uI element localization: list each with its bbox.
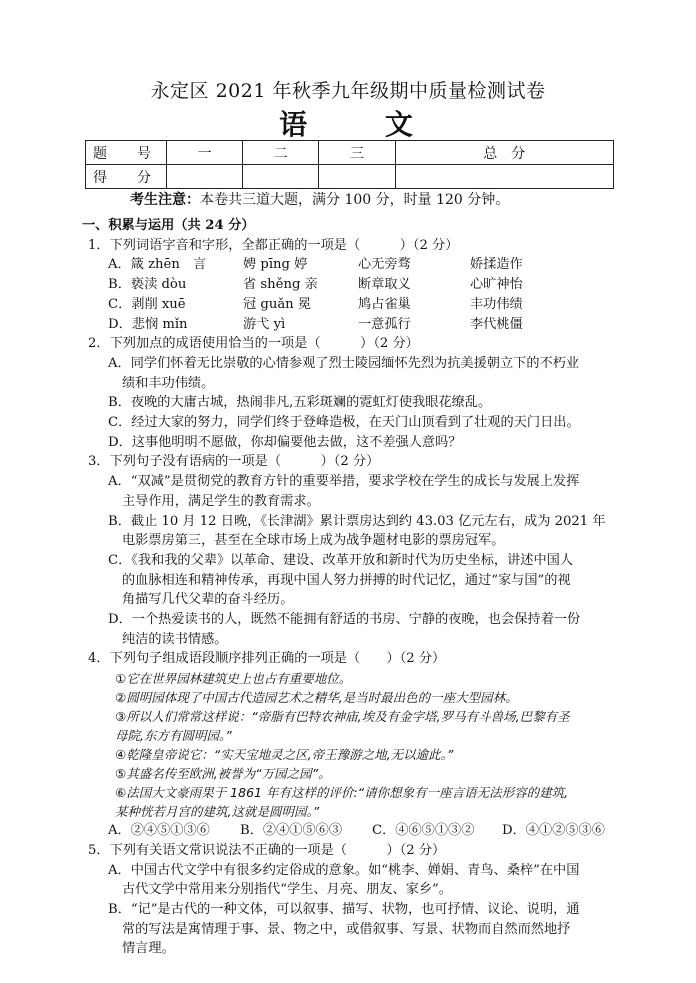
option-line: A．同学们怀着无比崇敬的心情参观了烈士陵园缅怀先烈为抗美援朝立下的不朽业	[108, 355, 580, 371]
option-line: B．夜晚的大庸古城，热闹非凡,五彩斑斓的霓虹灯使我眼花缭乱。	[108, 395, 492, 411]
option-cell: 丰功伟绩	[470, 296, 523, 312]
option-line: 常的写法是寓情理于事、景、物之中，或借叙事、写景、状物而自然而然地抒	[122, 921, 571, 937]
option-cell: 心无旁骛	[358, 257, 411, 273]
score-table-header-row	[86, 141, 614, 165]
option-cell: D．悲悯 mǐn	[108, 316, 188, 332]
option-cell: 心旷神怡	[470, 277, 523, 293]
notice-text: 本卷共三道大题，满分 100 分，时量 120 分钟。	[200, 192, 510, 208]
option-line: A．中国古代文学中有很多约定俗成的意象。如“桃李、婵娟、青鸟、桑梓”在中国	[108, 862, 580, 878]
option-line: 绩和丰功伟绩。	[122, 375, 215, 391]
option-cell: 娇揉造作	[470, 257, 523, 273]
option-line: D．这事他明明不愿做，你却偏要他去做，这不差强人意吗？	[108, 434, 462, 450]
option-cell: 冠 guǎn 冕	[243, 296, 312, 312]
question-stem: 3．下列句子没有语病的一项是（ ）（2 分）	[88, 454, 380, 470]
question-stem: 4．下列句子组成语段顺序排列正确的一项是（ ）（2 分）	[88, 651, 446, 667]
subject-title: 语 文	[279, 108, 447, 141]
option-line: 纯洁的读书情感。	[122, 631, 228, 647]
option-line: C．《我和我的父辈》以革命、建设、改革开放和新时代为历史坐标，讲述中国人	[108, 552, 574, 568]
score-table-cell	[319, 165, 395, 189]
option-cell: 一意孤行	[358, 316, 411, 332]
score-table-cell	[243, 165, 319, 189]
sentence-line: ⑥法国大文豪雨果于 1861 年有这样的评价:“请你想象有一座言语无法形容的建筑,	[115, 785, 569, 801]
option-cell: B．②④①⑤⑥③	[240, 823, 343, 839]
option-line: B．截止 10 月 12 日晚，《长津湖》累计票房达到约 43.03 亿元左右，成为 2021 年	[108, 513, 606, 529]
notice-label: 考生注意：	[130, 192, 200, 208]
option-cell: 省 shěng 亲	[243, 277, 318, 293]
sentence-line: ②圆明园体现了中国古代造园艺术之精华,是当时最出色的一座大型园林。	[115, 690, 518, 706]
sentence-line: ④乾隆皇帝说它：“实天宝地灵之区,帝王豫游之地,无以逾此。”	[115, 747, 454, 763]
sentence-line: ①它在世界园林建筑史上也占有重要地位。	[115, 671, 352, 687]
option-line: 电影票房第三，甚至在全球市场上成为战争题材电影的票房冠军。	[122, 533, 505, 549]
score-table-cell: 二	[243, 141, 319, 165]
score-table-cell: 三	[319, 141, 395, 165]
option-cell: 李代桃僵	[470, 316, 523, 332]
option-cell: 娉 pīng 婷	[243, 257, 308, 273]
option-line: A．“双减”是贯彻党的教育方针的重要举措，要求学校在学生的成长与发展上发挥	[108, 474, 580, 490]
score-table-cell	[395, 165, 613, 189]
sentence-line: 某种恍若月宫的建筑,这就是圆明园。”	[115, 804, 320, 820]
question-stem: 1．下列词语字音和字形，全都正确的一项是（ ）（2 分）	[88, 237, 459, 253]
score-table-score-row	[86, 165, 614, 189]
score-table-cell: 一	[167, 141, 243, 165]
sentence-line: ③所以人们常常这样说：“帝脂有巴特农神庙,埃及有金字塔,罗马有斗兽场,巴黎有圣	[115, 709, 570, 725]
option-cell: A．②④⑤①③⑥	[108, 823, 210, 839]
option-cell: A．箴 zhēn 言	[108, 257, 207, 273]
option-line: C．经过大家的努力，同学们终于登峰造极，在天门山顶看到了壮观的天门日出。	[108, 415, 580, 431]
option-line: B．“记”是古代的一种文体，可以叙事、描写、状物，也可抒情、议论、说明，通	[108, 901, 580, 917]
score-table-cell: 得 分	[86, 165, 167, 189]
option-cell: 鸠占雀巢	[358, 296, 411, 312]
sentence-line: ⑤其盛名传至欧洲,被誉为“万园之园”。	[115, 766, 331, 782]
option-cell: 游弋 yì	[243, 316, 286, 332]
sentence-line: 母院,东方有圆明园。”	[115, 728, 232, 744]
question-options	[88, 255, 628, 334]
option-line: 古代文学中常用来分别指代“学生、月亮、朋友、家乡”。	[122, 882, 452, 898]
option-line: 的血脉相连和精神传承，再现中国人努力拼搏的时代记忆，通过“家与国”的视	[122, 572, 571, 588]
option-cell: C．剥削 xuē	[108, 296, 186, 312]
option-line: 主导作用，满足学生的教育需求。	[122, 493, 320, 509]
option-line: D．一个热爱读书的人，既然不能拥有舒适的书房、宁静的夜晚，也会保持着一份	[108, 612, 581, 628]
section-heading: 一、积累与运用（共 24 分）	[82, 218, 255, 233]
question-stem: 5．下列有关语文常识说法不正确的一项是（ ）（2 分）	[88, 842, 446, 858]
option-cell: C．④⑥⑤①③②	[372, 823, 475, 839]
option-line: 情言理。	[122, 941, 175, 957]
exam-title: 永定区 2021 年秋季九年级期中质量检测试卷	[150, 80, 546, 102]
exam-content	[82, 216, 628, 959]
score-table	[85, 140, 614, 189]
score-table-cell: 题 号	[86, 141, 167, 165]
exam-notice	[130, 189, 509, 209]
score-table-cell: 总 分	[395, 141, 613, 165]
option-line: 角描写几代父辈的奋斗经历。	[122, 592, 294, 608]
option-cell: D．④①②⑤③⑥	[502, 823, 605, 839]
score-table-cell	[167, 165, 243, 189]
question-stem: 2．下列加点的成语使用恰当的一项是（ ）（2 分）	[88, 336, 419, 352]
option-cell: 断章取义	[358, 277, 411, 293]
option-cell: B．亵渎 dòu	[108, 277, 187, 293]
question-options	[88, 821, 628, 841]
